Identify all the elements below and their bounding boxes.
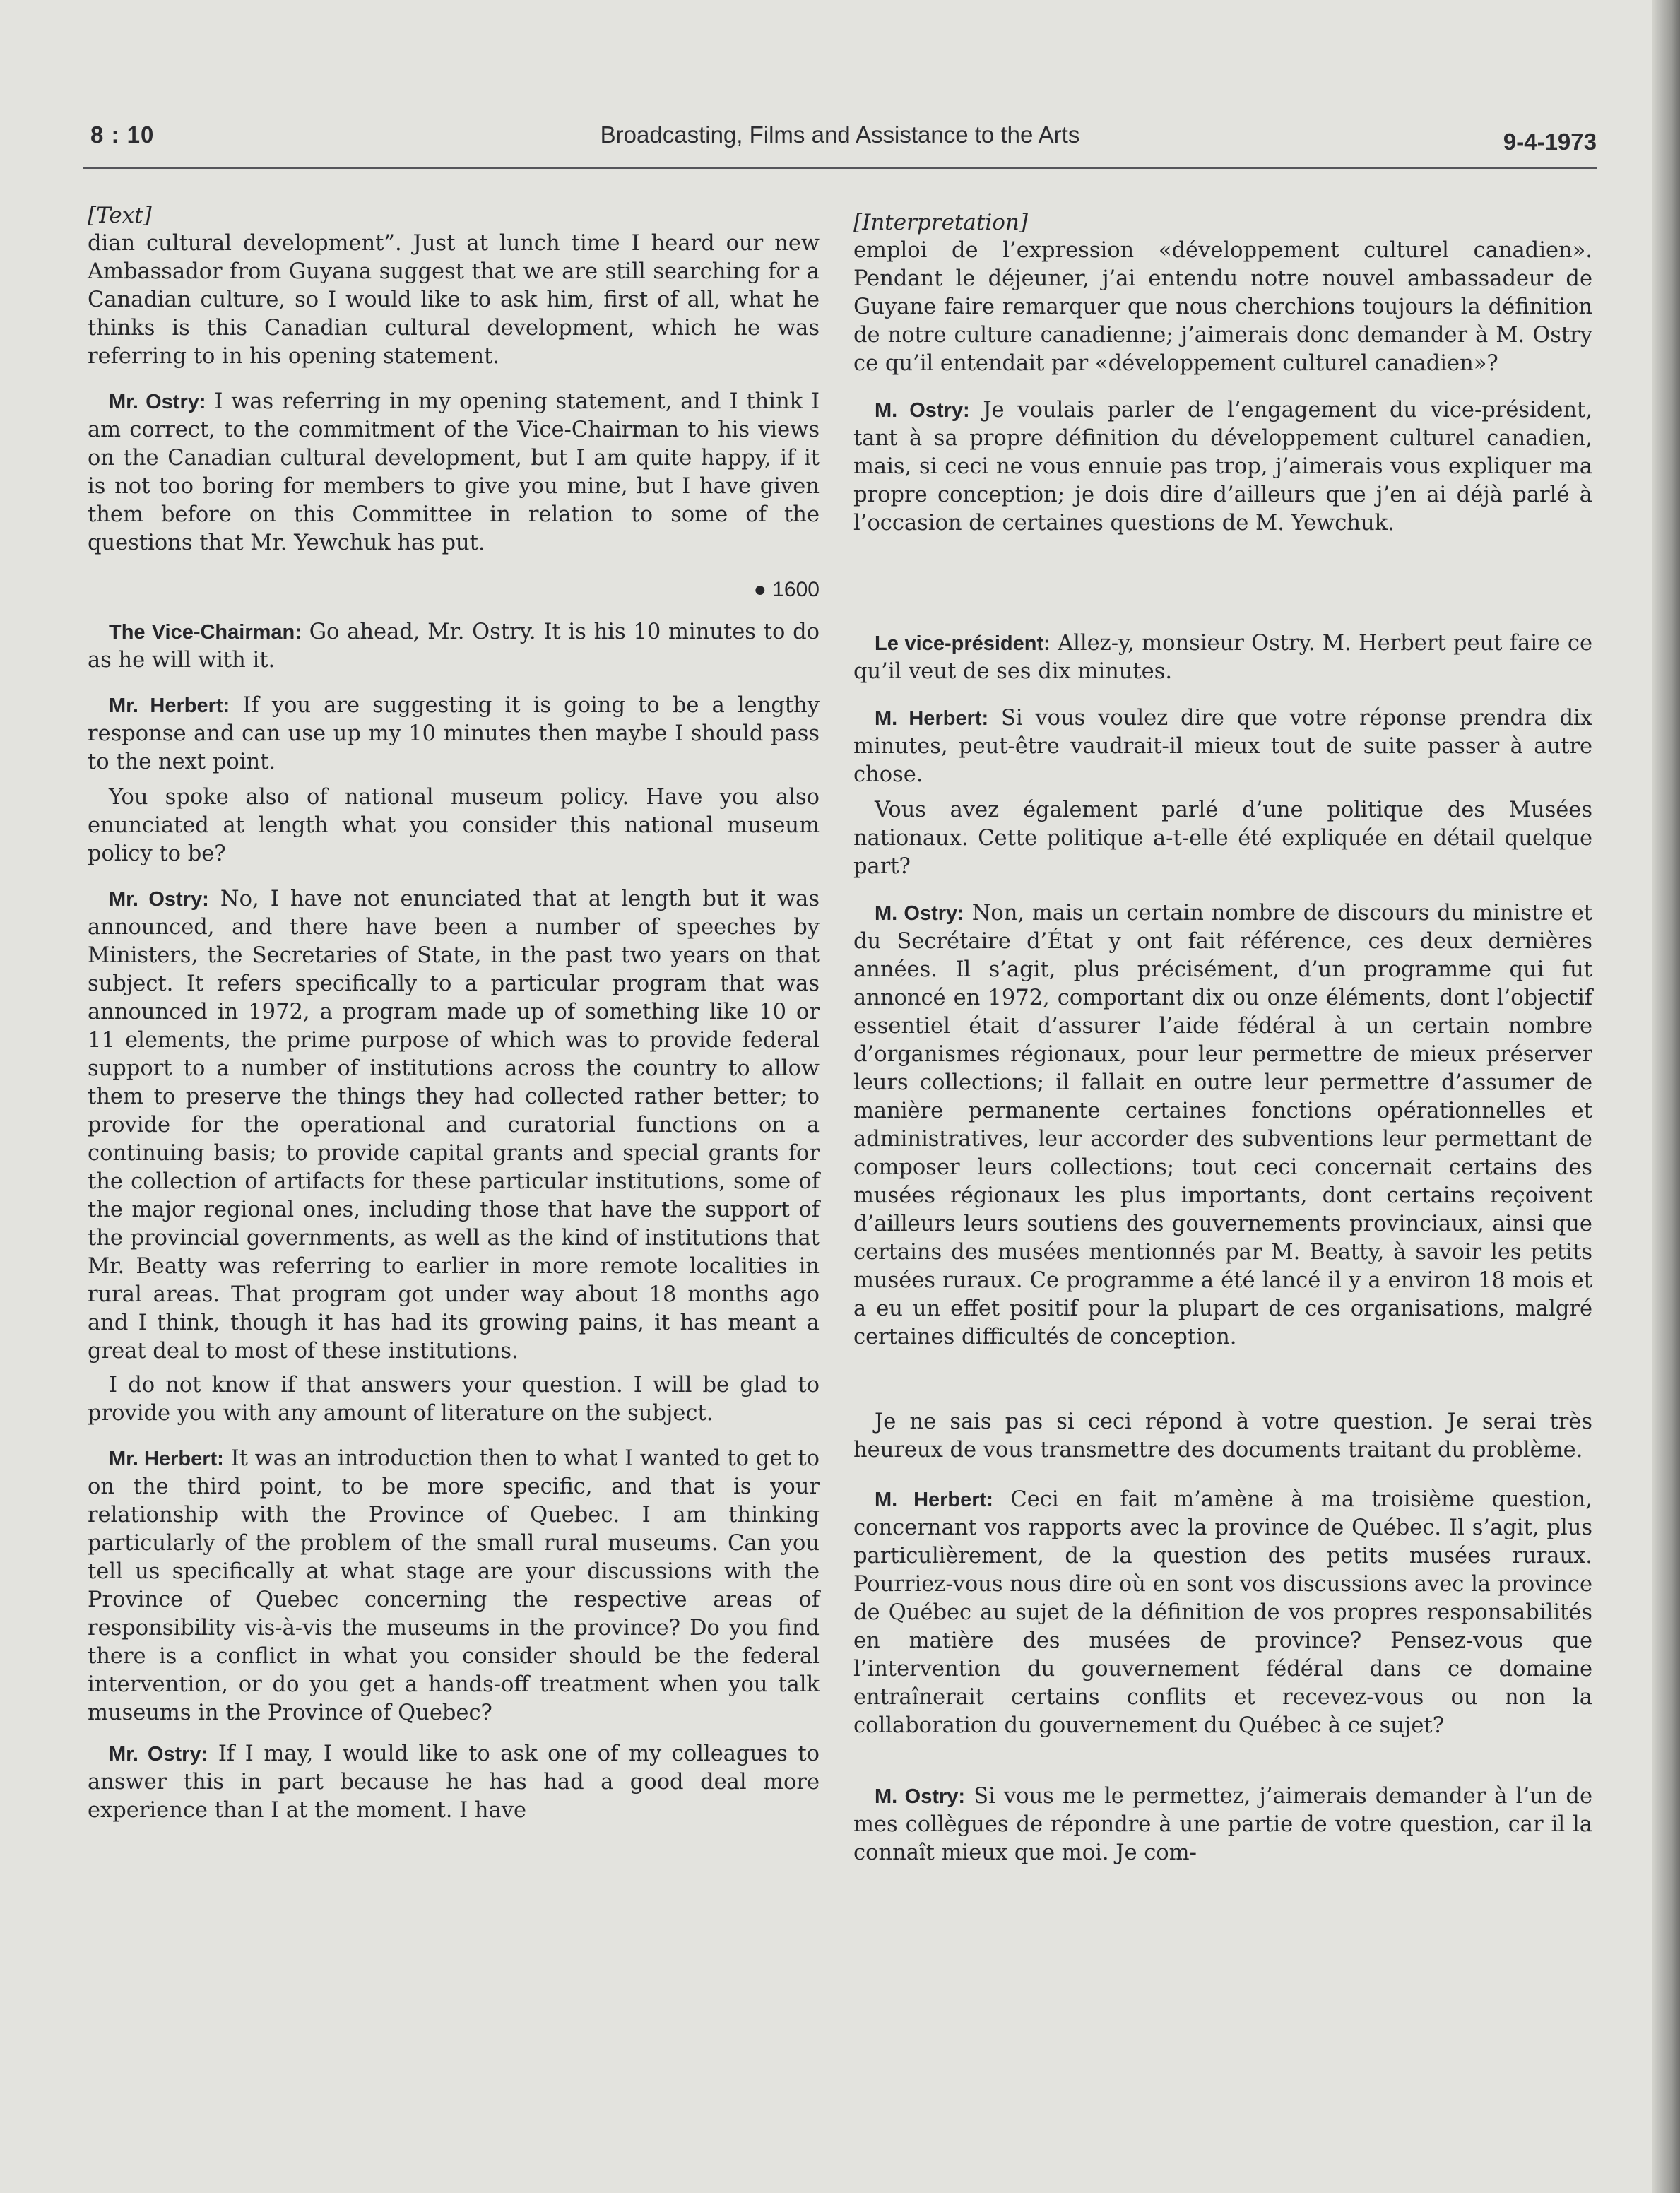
paragraph: [88, 1445, 820, 1727]
speaker-name: Mr. Ostry:: [109, 888, 209, 911]
speaker-name: Mr. Herbert:: [109, 1448, 224, 1470]
interpretation-label: [Interpretation]: [853, 210, 1028, 235]
text-label: [Text]: [88, 203, 152, 228]
speech-text: Non, mais un certain nombre de discours du ministre et du Secrétaire d’État y ont fait référence, ces deux dernières années. Il s’agit, plus précisément, d’un programme qui fut annoncé en 1972, comportant dix ou onze éléments, dont l’objectif essentiel était d’assurer l’aide fédéral à un certain nombre d’organismes régionaux, pour leur permettre de mieux préserver leurs collections; il fallait en outre leur permettre d’assumer de manière permanente certaines fonctions opérationnelles et administratives, leur accorder des subventions leur permettant de composer leurs collections; tout ceci concernait certains des musées régionaux les plus importants, dont certains reçoivent d’ailleurs leurs soutiens des gouvernements provinciaux, ainsi que certains des musées mentionnés par M. Beatty, à savoir les petits musées ruraux. Ce programme a été lancé il y a environ 18 mois et a eu un effet positif pour la plupart de ces organisations, malgré certaines difficultés de conception.: [853, 901, 1593, 1349]
speaker-name: M. Herbert:: [875, 1489, 993, 1511]
speaker-name: Le vice-président:: [875, 632, 1051, 655]
header-date: 9-4-1973: [1503, 129, 1597, 155]
speech-text: No, I have not enunciated that at length but it was announced, and there have been a number of speeches by Ministers, the Secretaries of State, in the past two years on that subject. It refers specifically to a particular program that was announced in 1972, a program made up of something like 10 or 11 elements, the prime purpose of which was to provide federal support to a number of institutions across the country to allow them to preserve the things they had collected rather better; to provide for the operational and curatorial functions on a continuing basis; to provide capital grants and special grants for the collection of artifacts for these particular institutions, some of the major regional ones, including those that have the support of the provincial governments, as well as the kind of institutions that Mr. Beatty was referring to earlier in more remote localities in rural areas. That program got under way about 18 months ago and I think, though it has had its growing pains, it has meant a great deal to most of these institutions.: [88, 887, 820, 1364]
speaker-name: Mr. Ostry:: [109, 391, 206, 413]
paragraph: dian cultural development”. Just at lunch time I heard our new Ambassador from Guyana suggest that we are still searching for a Canadian culture, so I would like to ask him, first of all, what he thinks is this Canadian cultural development, which he was referring to in his opening statement.: [88, 231, 820, 369]
speech-text: Allez-y, monsieur Ostry. M. Herbert peut faire ce qu’il veut de ses dix minutes.: [853, 631, 1592, 684]
speaker-name: M. Ostry:: [875, 399, 970, 422]
speech-text: Ceci en fait m’amène à ma troisième question, concernant vos rapports avec la province de Québec. Il s’agit, plus particulièrement, de la question des petits musées ruraux. Pourriez-vous nous dire où en sont vos discussions avec la province de Québec au sujet de la définition de vos propres responsabilités en matière des musées de province? Pensez-vous que l’intervention du gouvernement fédéral dans ce domaine entraînerait certains conflits et recevez-vous ou non la collaboration du gouvernement du Québec à ce sujet?: [853, 1487, 1592, 1738]
speaker-name: M. Herbert:: [875, 707, 989, 730]
page-number: 8 : 10: [90, 122, 155, 148]
page-edge-shadow: [1652, 0, 1680, 2193]
speech-text: It was an introduction then to what I wanted to get to on the third point, to be more specific, and that is your relationship with the Province of Quebec. I am thinking particularly of the problem of the small rural museums. Can you tell us specifically at what stage are your discussions with the Province of Quebec concerning the respective areas of responsibility vis-à-vis the museums in the province? Do you find there is a conflict in what you consider should be the federal intervention, or do you get a hands-off treatment when you talk museums in the Province of Quebec?: [88, 1446, 820, 1725]
speaker-name: The Vice-Chairman:: [109, 621, 302, 644]
french-column: [853, 208, 1592, 1867]
paragraph: [853, 1486, 1592, 1740]
paragraph: emploi de l’expression «développement culturel canadien». Pendant le déjeuner, j’ai entendu notre nouvel ambassadeur de Guyane faire remarquer que nous cherchions toujours la définition de notre culture canadienne; j’aimerais donc demander à M. Ostry ce qu’il entendait par «développement culturel canadien»?: [853, 238, 1592, 376]
paragraph: [88, 692, 820, 776]
header-title: Broadcasting, Films and Assistance to the Arts: [600, 122, 1080, 148]
speaker-name: Mr. Herbert:: [109, 694, 230, 717]
speech-text: Si vous voulez dire que votre réponse prendra dix minutes, peut-être vaudrait-il mieux tout de suite passer à autre chose.: [853, 706, 1592, 787]
paragraph: You spoke also of national museum policy. Have you also enunciated at length what you consider this national museum policy to be?: [88, 785, 820, 866]
speech-text: If I may, I would like to ask one of my colleagues to answer this in part because he has had a good deal more experience than I at the moment. I have: [88, 1742, 820, 1823]
speech-text: I was referring in my opening statement, and I think I am correct, to the commitment of the Vice-Chairman to his views on the Canadian cultural development, but I am quite happy, if it is not too boring for members to give you mine, but I have given them before on this Committee in relation to some of the questions that Mr. Yewchuk has put.: [88, 389, 820, 555]
paragraph: I do not know if that answers your question. I will be glad to provide you with any amount of literature on the subject.: [88, 1373, 820, 1426]
running-header: [83, 119, 1597, 154]
paragraph: [853, 704, 1592, 789]
speech-text: Si vous me le permettez, j’aimerais demander à l’un de mes collègues de répondre à une partie de votre question, car il la connaît mieux que moi. Je com-: [853, 1784, 1592, 1865]
paragraph: [88, 388, 820, 557]
paragraph: [88, 885, 820, 1366]
paragraph: [88, 1740, 820, 1825]
speech-text: Go ahead, Mr. Ostry. It is his 10 minutes to do as he will with it.: [88, 620, 820, 673]
speech-text: If you are suggesting it is going to be a lengthy response and can use up my 10 minutes then maybe I should pass to the next point.: [88, 693, 820, 774]
paragraph: [88, 618, 820, 675]
english-column: [88, 201, 820, 1825]
time-marker: ● 1600: [753, 578, 820, 601]
speech-text: Je voulais parler de l’engagement du vice-président, tant à sa propre définition du développement culturel canadien, mais, si ceci ne vous ennuie pas trop, j’aimerais vous expliquer ma propre conception; je dois dire d’ailleurs que j’en ai déjà parlé à l’occasion de certaines questions de M. Yewchuk.: [853, 398, 1593, 536]
speaker-name: M. Ostry:: [875, 1785, 966, 1808]
speaker-name: M. Ostry:: [875, 902, 964, 925]
speaker-name: Mr. Ostry:: [109, 1743, 208, 1766]
paragraph: [853, 629, 1592, 686]
paragraph: [853, 899, 1592, 1352]
paragraph: [853, 1783, 1592, 1867]
paragraph: [853, 396, 1592, 538]
paragraph: Vous avez également parlé d’une politique des Musées nationaux. Cette politique a-t-elle été expliquée en détail quelque part?: [853, 798, 1592, 879]
paragraph: Je ne sais pas si ceci répond à votre question. Je serai très heureux de vous transmettre des documents traitant du problème.: [853, 1409, 1592, 1462]
header-rule: [83, 167, 1597, 169]
